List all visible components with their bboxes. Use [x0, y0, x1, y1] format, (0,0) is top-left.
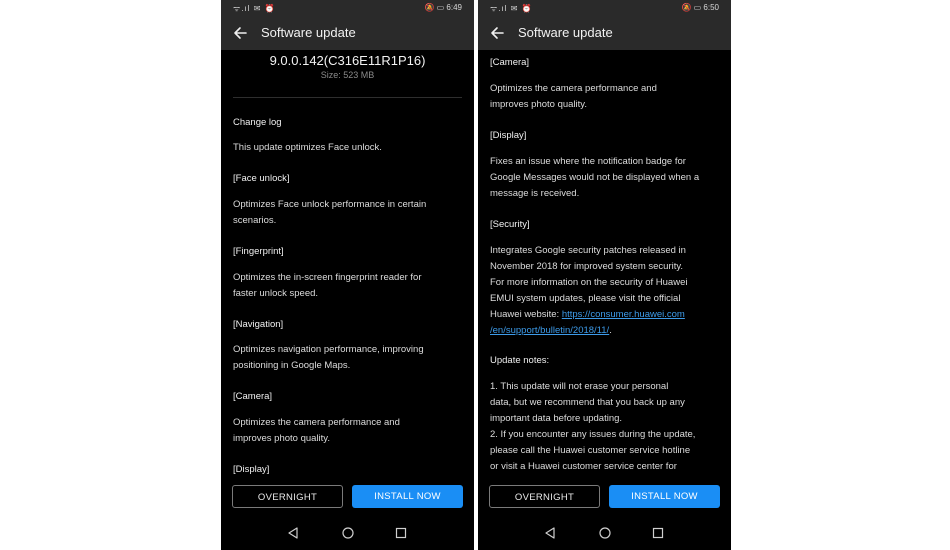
note-text: 2. If you encounter any issues during the update, — [490, 429, 696, 440]
section-text: message is received. — [490, 188, 580, 199]
arrow-left-icon[interactable] — [489, 25, 505, 41]
status-bar — [478, 0, 731, 16]
update-size: Size: 523 MB — [320, 70, 375, 80]
update-notes-header: Update notes: — [490, 355, 550, 366]
app-bar — [221, 16, 474, 50]
action-buttons — [478, 485, 731, 508]
section-text: improves photo quality. — [490, 99, 587, 110]
note-text: 1. This update will not erase your personal — [490, 381, 669, 392]
section-text: Optimizes navigation performance, improving — [233, 344, 424, 355]
note-text: data, but we recommend that you back up any — [490, 397, 685, 408]
section-text: faster unlock speed. — [233, 288, 319, 299]
circle-home-icon[interactable] — [598, 526, 612, 540]
website-label: Huawei website: — [490, 309, 562, 320]
arrow-left-icon[interactable] — [232, 25, 248, 41]
status-icons-left: ᯤ.ıl ✉ ⏰ — [233, 4, 276, 13]
section-text: Google Messages would not be displayed when a — [490, 172, 700, 183]
huawei-security-link[interactable]: https://consumer.huawei.com — [561, 309, 685, 320]
section-header-display: [Display] — [233, 464, 270, 475]
link-period: . — [609, 325, 612, 336]
section-header-display: [Display] — [490, 130, 527, 141]
changelog-header: Change log — [233, 117, 282, 128]
update-content[interactable] — [478, 50, 731, 476]
system-nav-bar — [478, 521, 731, 545]
divider — [233, 97, 462, 98]
update-content[interactable] — [221, 50, 474, 476]
overnight-button[interactable]: OVERNIGHT — [232, 485, 343, 508]
triangle-back-icon[interactable] — [286, 526, 300, 540]
square-recent-icon[interactable] — [394, 526, 408, 540]
changelog-text: This update optimizes Face unlock. — [233, 142, 382, 153]
install-now-button[interactable]: INSTALL NOW — [609, 485, 720, 508]
section-header-face-unlock: [Face unlock] — [233, 173, 290, 184]
section-text: November 2018 for improved system security. — [490, 261, 684, 272]
app-bar — [478, 16, 731, 50]
section-text: Optimizes the camera performance and — [233, 417, 400, 428]
note-text: please call the Huawei customer service hotline — [490, 445, 691, 456]
page-title: Software update — [261, 25, 356, 40]
section-text: Optimizes Face unlock performance in certain — [233, 199, 427, 210]
install-now-button[interactable]: INSTALL NOW — [352, 485, 463, 508]
phone-screen-left — [221, 0, 474, 550]
section-text: Optimizes the in-screen fingerprint reader for — [233, 272, 422, 283]
square-recent-icon[interactable] — [651, 526, 665, 540]
status-time: 🔕 ▭ 6:50 — [681, 3, 719, 12]
section-header-camera: [Camera] — [490, 57, 530, 68]
action-buttons — [221, 485, 474, 508]
version-number: 9.0.0.142(C316E11R1P16) — [269, 53, 426, 68]
note-text: important data before updating. — [490, 413, 623, 424]
section-text-with-link — [490, 323, 721, 339]
system-nav-bar — [221, 521, 474, 545]
section-header-navigation: [Navigation] — [233, 319, 284, 330]
page-title: Software update — [518, 25, 613, 40]
status-icons-left: ᯤ.ıl ✉ ⏰ — [490, 4, 533, 13]
phone-screen-right — [478, 0, 731, 550]
section-header-camera: [Camera] — [233, 391, 273, 402]
section-text: scenarios. — [233, 215, 277, 226]
section-text: For more information on the security of Huawei — [490, 277, 688, 288]
section-text: positioning in Google Maps. — [233, 360, 351, 371]
triangle-back-icon[interactable] — [543, 526, 557, 540]
section-header-fingerprint: [Fingerprint] — [233, 246, 284, 257]
huawei-security-link-continued[interactable]: /en/support/bulletin/2018/11/ — [490, 325, 610, 336]
section-text-with-link — [490, 307, 721, 323]
overnight-button[interactable]: OVERNIGHT — [489, 485, 600, 508]
circle-home-icon[interactable] — [341, 526, 355, 540]
section-text: EMUI system updates, please visit the official — [490, 293, 681, 304]
section-text: Optimizes the camera performance and — [490, 83, 657, 94]
section-text: Fixes an issue where the notification badge for — [490, 156, 686, 167]
section-text: improves photo quality. — [233, 433, 330, 444]
status-time: 🔕 ▭ 6:49 — [424, 3, 462, 12]
note-text: or visit a Huawei customer service center for — [490, 461, 677, 472]
status-bar — [221, 0, 474, 16]
section-header-security: [Security] — [490, 219, 530, 230]
section-text: Integrates Google security patches released in — [490, 245, 686, 256]
